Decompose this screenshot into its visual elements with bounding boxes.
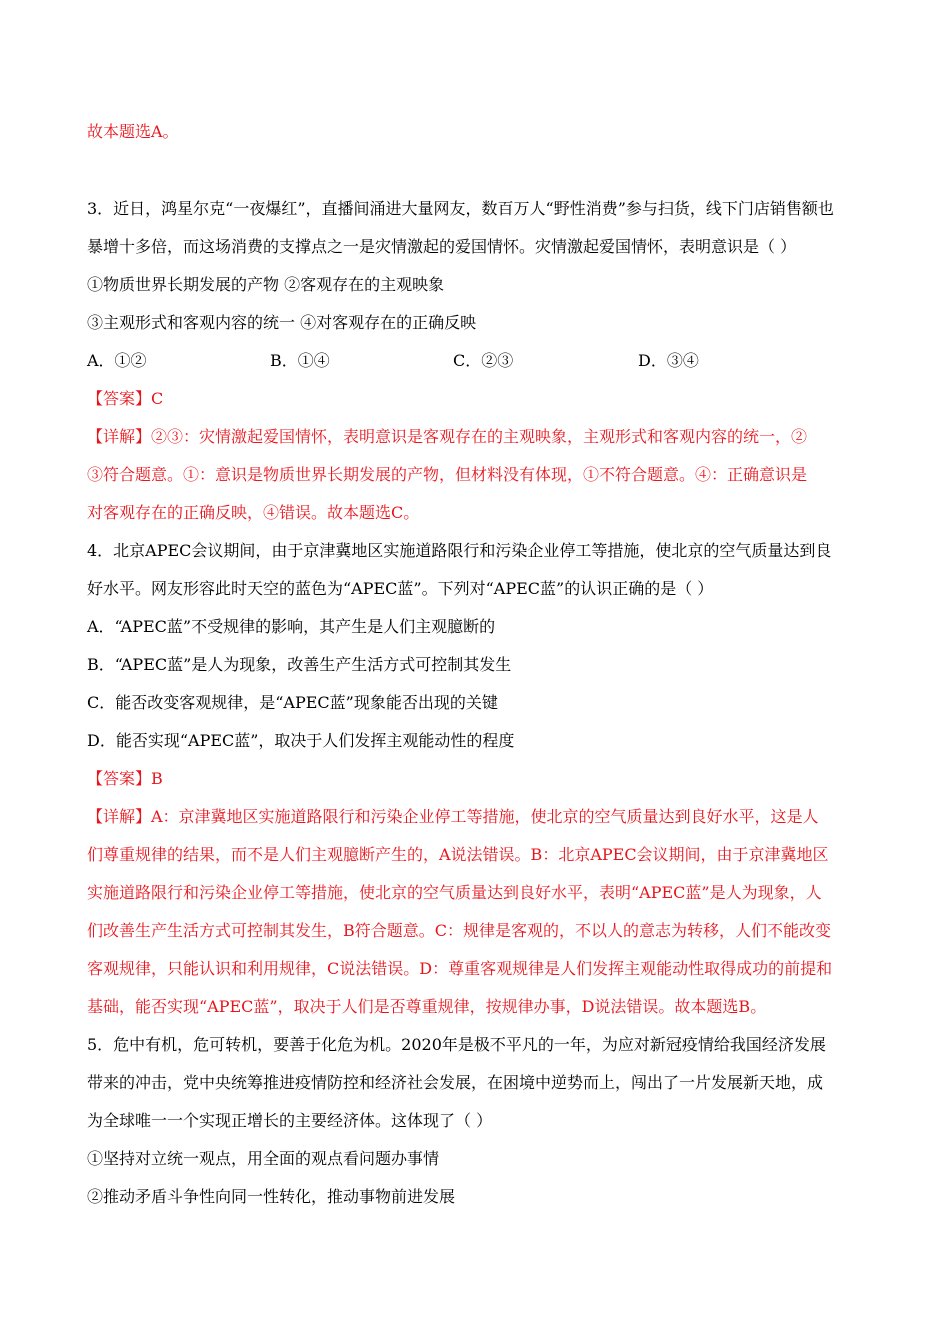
q4-detail-line-1: 【详解】A：京津冀地区实施道路限行和污染企业停工等措施，使北京的空气质量达到良好水平，这是人 bbox=[87, 807, 819, 826]
q5-stem-line-2: 带来的冲击，党中央统筹推进疫情防控和经济社会发展，在困境中逆势而上，闯出了一片发展新天地，成 bbox=[87, 1073, 824, 1092]
q5-stem-line-3: 为全球唯一一个实现正增长的主要经济体。这体现了（ ） bbox=[87, 1111, 493, 1130]
q3-items-row-1: ①物质世界长期发展的产物 ②客观存在的主观映象 bbox=[87, 275, 445, 294]
q4-detail-line-4: 们改善生产生活方式可控制其发生，B符合题意。C：规律是客观的，不以人的意志为转移，人们不能改变 bbox=[87, 921, 832, 940]
q3-option-a: A．①② bbox=[87, 351, 147, 370]
previous-answer-tail: 故本题选A。 bbox=[87, 122, 179, 141]
q3-detail-line-3: 对客观存在的正确反映，④错误。故本题选C。 bbox=[87, 503, 420, 522]
q4-answer: 【答案】B bbox=[87, 769, 163, 788]
q5-item-2: ②推动矛盾斗争性向同一性转化，推动事物前进发展 bbox=[87, 1187, 456, 1206]
q4-option-d: D．能否实现“APEC蓝”，取决于人们发挥主观能动性的程度 bbox=[87, 731, 515, 750]
q5-item-1: ①坚持对立统一观点，用全面的观点看问题办事情 bbox=[87, 1149, 440, 1168]
q3-option-d: D．③④ bbox=[638, 351, 699, 370]
q4-detail-line-2: 们尊重规律的结果，而不是人们主观臆断产生的，A说法错误。B：北京APEC会议期间，由于京津冀地区 bbox=[87, 845, 829, 864]
q3-detail-line-2: ③符合题意。①：意识是物质世界长期发展的产物，但材料没有体现，①不符合题意。④：正确意识是 bbox=[87, 465, 808, 484]
q4-detail-line-6: 基础，能否实现“APEC蓝”，取决于人们是否尊重规律，按规律办事，D说法错误。故本题选B。 bbox=[87, 997, 767, 1016]
q4-option-b: B．“APEC蓝”是人为现象，改善生产生活方式可控制其发生 bbox=[87, 655, 512, 674]
q4-detail-line-3: 实施道路限行和污染企业停工等措施，使北京的空气质量达到良好水平，表明“APEC蓝”是人为现象，人 bbox=[87, 883, 822, 902]
q3-answer: 【答案】C bbox=[87, 389, 164, 408]
q3-stem-line-1: 3．近日，鸿星尔克“一夜爆红”，直播间涌进大量网友，数百万人“野性消费”参与扫货，线下门店销售额也 bbox=[87, 199, 834, 218]
q3-detail-line-1: 【详解】②③：灾情激起爱国情怀，表明意识是客观存在的主观映象，主观形式和客观内容的统一，② bbox=[87, 427, 808, 446]
q3-stem-line-2: 暴增十多倍，而这场消费的支撑点之一是灾情激起的爱国情怀。灾情激起爱国情怀，表明意识是（ ） bbox=[87, 237, 797, 256]
q4-option-c: C．能否改变客观规律，是“APEC蓝”现象能否出现的关键 bbox=[87, 693, 498, 712]
q5-stem-line-1: 5．危中有机，危可转机，要善于化危为机。2020年是极不平凡的一年，为应对新冠疫情给我国经济发展 bbox=[87, 1035, 826, 1054]
q4-stem-line-1: 4．北京APEC会议期间，由于京津冀地区实施道路限行和污染企业停工等措施，使北京的空气质量达到良 bbox=[87, 541, 832, 560]
q3-items-row-2: ③主观形式和客观内容的统一 ④对客观存在的正确反映 bbox=[87, 313, 477, 332]
q4-detail-line-5: 客观规律，只能认识和利用规律，C说法错误。D：尊重客观规律是人们发挥主观能动性取得成功的前提和 bbox=[87, 959, 833, 978]
q3-option-c: C．②③ bbox=[453, 351, 514, 370]
q3-option-b: B．①④ bbox=[270, 351, 330, 370]
q4-stem-line-2: 好水平。网友形容此时天空的蓝色为“APEC蓝”。下列对“APEC蓝”的认识正确的是（ ） bbox=[87, 579, 714, 598]
q4-option-a: A．“APEC蓝”不受规律的影响，其产生是人们主观臆断的 bbox=[87, 617, 496, 636]
